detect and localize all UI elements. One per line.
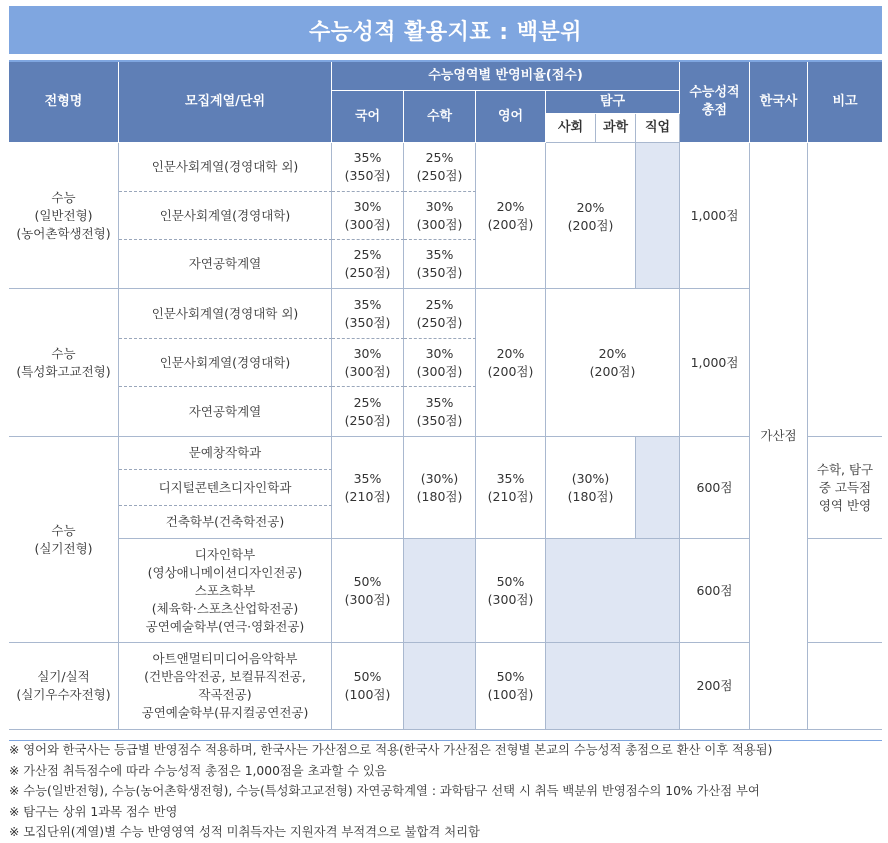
footnote: ※ 영어와 한국사는 등급별 반영점수 적용하며, 한국사는 가산점으로 적용(한국사 가산점은 전형별 본교의 수능성적 총점으로 환산 이후 적용됨) <box>9 743 773 757</box>
header-vocational: 직업 <box>636 114 680 143</box>
header-korean: 국어 <box>332 91 404 143</box>
unit-cell: 자연공학계열 <box>119 387 332 437</box>
unit-cell: 인문사회계열(경영대학) <box>119 339 332 387</box>
english-cell: 50% (300점) <box>476 539 546 643</box>
inquiry-cell: 20% (200점) <box>546 143 636 289</box>
korean-cell: 35% (350점) <box>332 289 404 339</box>
footnotes <box>9 740 882 843</box>
remark-empty-cell <box>808 539 882 643</box>
english-cell: 20% (200점) <box>476 143 546 289</box>
total-cell: 1,000점 <box>680 143 750 289</box>
inquiry-na-cell <box>546 643 680 730</box>
header-english: 영어 <box>476 91 546 143</box>
header-inquiry: 탐구 <box>546 91 680 114</box>
footnote: ※ 모집단위(계열)별 수능 반영영역 성적 미취득자는 지원자격 부적격으로 불합격 처리함 <box>9 825 480 839</box>
math-cell: 30% (300점) <box>404 192 476 240</box>
history-cell: 가산점 <box>750 143 808 730</box>
math-cell: 35% (350점) <box>404 387 476 437</box>
page-title: 수능성적 활용지표 : 백분위 <box>9 6 882 54</box>
korean-cell: 30% (300점) <box>332 192 404 240</box>
header-total: 수능성적 총점 <box>680 62 750 143</box>
unit-cell: 디자인학부 (영상애니메이션디자인전공) 스포츠학부 (체육학·스포츠산업학전공) 공연예술학부(연극·영화전공) <box>119 539 332 643</box>
math-cell: 35% (350점) <box>404 240 476 289</box>
unit-cell: 문예창작학과 <box>119 437 332 470</box>
total-cell: 600점 <box>680 437 750 539</box>
english-cell: 35% (210점) <box>476 437 546 539</box>
korean-cell: 25% (250점) <box>332 387 404 437</box>
korean-cell: 35% (350점) <box>332 143 404 192</box>
header-social: 사회 <box>546 114 596 143</box>
vocational-na-cell <box>636 437 680 539</box>
type-specialized: 수능 (특성화고교전형) <box>9 289 119 437</box>
total-cell: 1,000점 <box>680 289 750 437</box>
unit-cell: 인문사회계열(경영대학 외) <box>119 289 332 339</box>
remark-empty-cell <box>808 643 882 730</box>
header-math: 수학 <box>404 91 476 143</box>
unit-cell: 아트앤멀티미디어음악학부 (건반음악전공, 보컬뮤직전공, 작곡전공) 공연예술학부(뮤지컬공연전공) <box>119 643 332 730</box>
footnote: ※ 수능(일반전형), 수능(농어촌학생전형), 수능(특성화고교전형) 자연공학계열 : 과학탐구 선택 시 취득 백분위 반영점수의 10% 가산점 부여 <box>9 784 760 798</box>
math-cell: (30%) (180점) <box>404 437 476 539</box>
inquiry-na-cell <box>546 539 680 643</box>
korean-cell: 35% (210점) <box>332 437 404 539</box>
footnote: ※ 탐구는 상위 1과목 점수 반영 <box>9 804 178 819</box>
inquiry-cell: (30%) (180점) <box>546 437 636 539</box>
english-cell: 50% (100점) <box>476 643 546 730</box>
total-cell: 200점 <box>680 643 750 730</box>
vocational-na-cell <box>636 143 680 289</box>
math-na-cell <box>404 539 476 643</box>
header-ratio-group: 수능영역별 반영비율(점수) <box>332 62 680 91</box>
korean-cell: 30% (300점) <box>332 339 404 387</box>
unit-cell: 디지털콘텐츠디자인학과 <box>119 470 332 506</box>
english-cell: 20% (200점) <box>476 289 546 437</box>
unit-cell: 인문사회계열(경영대학) <box>119 192 332 240</box>
unit-cell: 건축학부(건축학전공) <box>119 506 332 539</box>
math-cell: 25% (250점) <box>404 143 476 192</box>
unit-cell: 자연공학계열 <box>119 240 332 289</box>
math-na-cell <box>404 643 476 730</box>
type-performance: 실기/실적 (실기우수자전형) <box>9 643 119 730</box>
korean-cell: 25% (250점) <box>332 240 404 289</box>
type-practical: 수능 (실기전형) <box>9 437 119 643</box>
math-cell: 25% (250점) <box>404 289 476 339</box>
header-unit: 모집계열/단위 <box>119 62 332 143</box>
total-cell: 600점 <box>680 539 750 643</box>
unit-cell: 인문사회계열(경영대학 외) <box>119 143 332 192</box>
header-history: 한국사 <box>750 62 808 143</box>
header-science: 과학 <box>596 114 636 143</box>
header-type: 전형명 <box>9 62 119 143</box>
korean-cell: 50% (300점) <box>332 539 404 643</box>
footnote: ※ 가산점 취득점수에 따라 수능성적 총점은 1,000점을 초과할 수 있음 <box>9 763 387 778</box>
header-remark: 비고 <box>808 62 882 143</box>
score-table <box>9 60 882 741</box>
math-cell: 30% (300점) <box>404 339 476 387</box>
remark-cell: 수학, 탐구 중 고득점 영역 반영 <box>808 437 882 539</box>
remark-empty-cell <box>808 143 882 437</box>
inquiry-cell: 20% (200점) <box>546 289 680 437</box>
korean-cell: 50% (100점) <box>332 643 404 730</box>
type-general: 수능 (일반전형) (농어촌학생전형) <box>9 143 119 289</box>
